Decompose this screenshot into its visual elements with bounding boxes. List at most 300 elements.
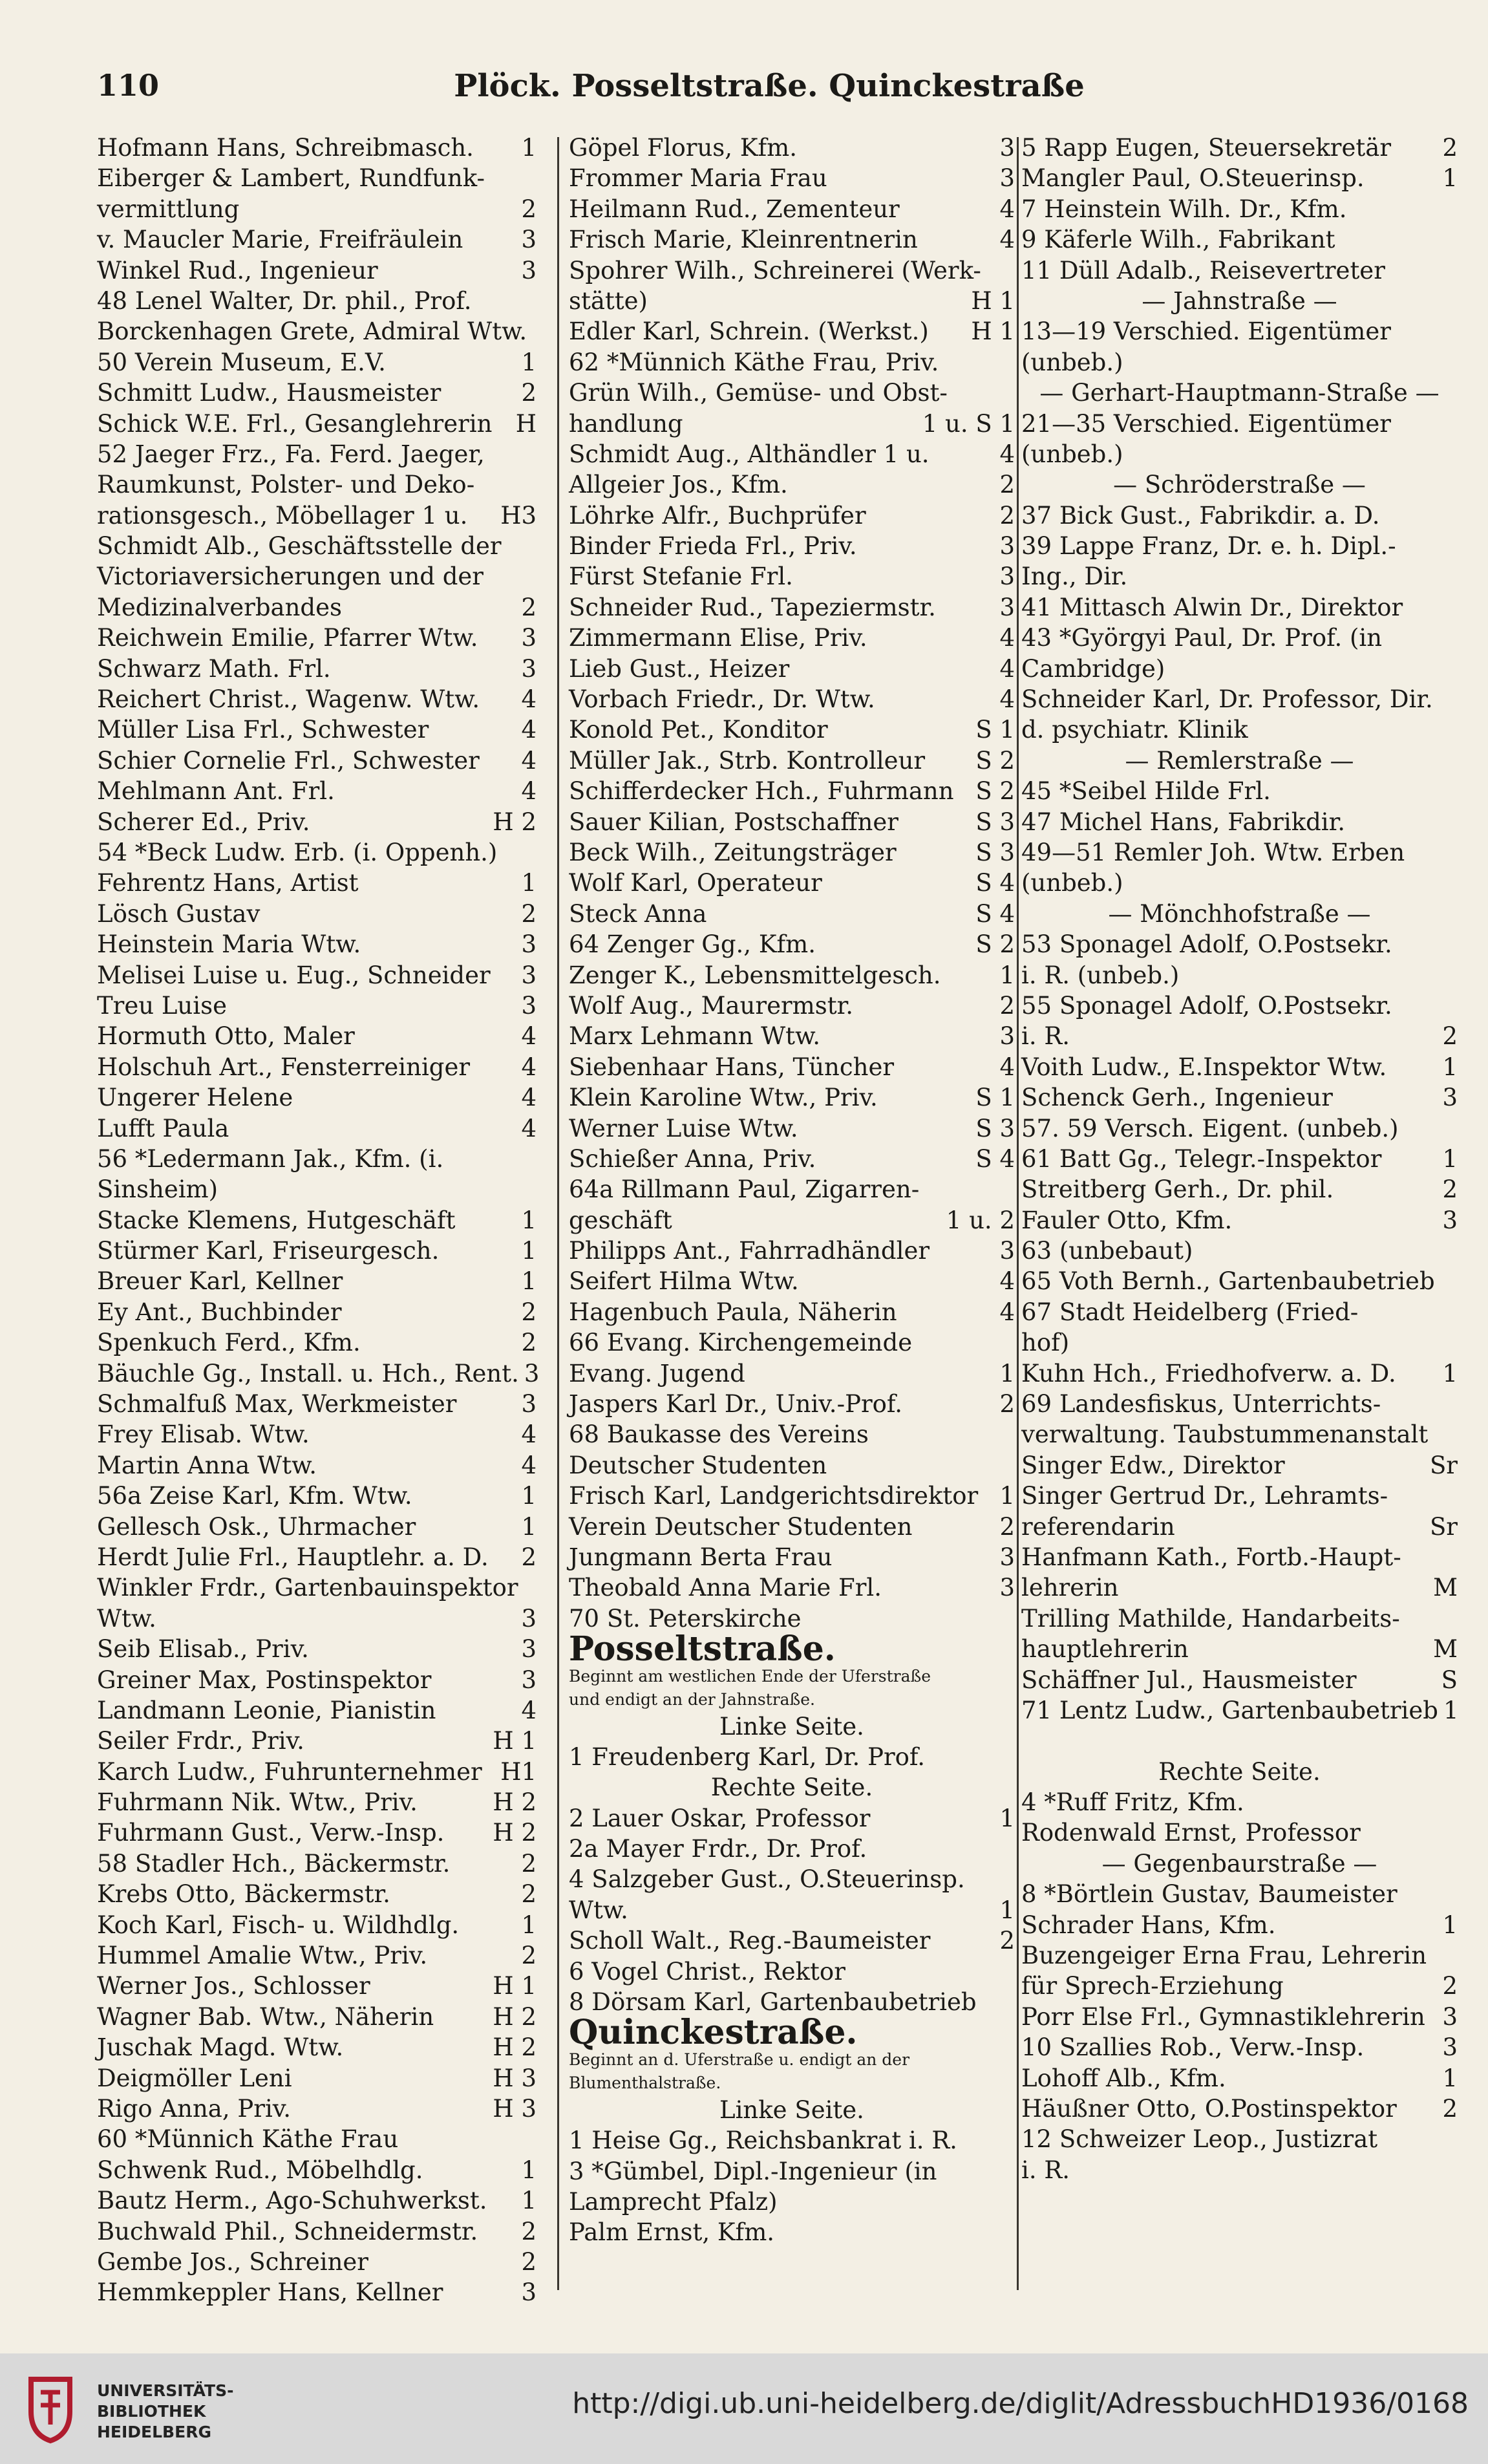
floor-marker: 3 [999, 1543, 1015, 1571]
floor-marker: H 2 [493, 1819, 537, 1847]
entry-text: i. R. [1021, 1022, 1070, 1051]
street-description [569, 2072, 1015, 2095]
entry-text: 1 Freudenberg Karl, Dr. Prof. [569, 1742, 926, 1771]
entry-text: 70 St. Peterskirche [569, 1604, 802, 1633]
directory-entry [1021, 960, 1458, 991]
entry-text: Verein Deutscher Studenten [569, 1512, 913, 1541]
entry-text: Häußner Otto, O.Postinspektor [1021, 2095, 1397, 2123]
directory-entry [97, 163, 537, 193]
floor-marker: H 3 [493, 2064, 537, 2092]
entry-text: Reichwein Emilie, Pfarrer Wtw. [97, 624, 478, 652]
entry-text: 71 Lentz Ludw., Gartenbaubetrieb [1021, 1696, 1438, 1724]
floor-marker: 2 [521, 379, 537, 407]
column-3 [1021, 133, 1458, 2289]
entry-text: — Remlerstraße — [1125, 746, 1354, 775]
directory-entry [569, 286, 1015, 316]
entry-text: 8 *Börtlein Gustav, Baumeister [1021, 1880, 1398, 1909]
entry-text: Schenck Gerh., Ingenieur [1021, 1084, 1333, 1112]
directory-entry [1021, 163, 1458, 193]
entry-text: Schmidt Aug., Althändler 1 u. [569, 440, 930, 468]
floor-marker: S 3 [975, 1114, 1015, 1142]
entry-text: Buchwald Phil., Schneidermstr. [97, 2217, 478, 2245]
directory-entry [569, 1082, 1015, 1113]
directory-entry [97, 1113, 537, 1144]
directory-entry [97, 1389, 537, 1419]
entry-text: 69 Landesfiskus, Unterrichts- [1021, 1390, 1381, 1419]
floor-marker: S 2 [975, 777, 1015, 806]
directory-entry [1021, 2094, 1458, 2124]
entry-text: referendarin [1021, 1512, 1175, 1541]
directory-entry [97, 347, 537, 378]
floor-marker: H 1 [493, 1727, 537, 1755]
floor-marker: H 1 [493, 1972, 537, 2000]
floor-marker: 2 [1442, 1175, 1458, 1204]
floor-marker: 3 [999, 164, 1015, 193]
directory-entry [97, 1910, 537, 1940]
directory-entry [569, 745, 1015, 776]
directory-entry [569, 531, 1015, 561]
directory-entry [569, 1895, 1015, 1925]
entry-text: Seifert Hilma Wtw. [569, 1267, 799, 1296]
directory-entry [569, 469, 1015, 500]
entry-text: Allgeier Jos., Kfm. [569, 471, 788, 499]
floor-marker: 4 [999, 1267, 1015, 1296]
entry-text: 13—19 Verschied. Eigentümer [1021, 317, 1391, 346]
floor-marker: 2 [521, 2247, 537, 2276]
floor-marker: 4 [999, 195, 1015, 223]
entry-text: Seib Elisab., Priv. [97, 1635, 309, 1664]
directory-entry [97, 531, 537, 561]
directory-entry [97, 1266, 537, 1296]
floor-marker: 2 [1442, 2095, 1458, 2123]
floor-marker: H 2 [493, 2033, 537, 2062]
entry-text: 64a Rillmann Paul, Zigarren- [569, 1175, 920, 1204]
directory-entry [97, 1327, 537, 1358]
entry-text: Spohrer Wilh., Schreinerei (Werk- [569, 256, 981, 284]
directory-entry [1021, 224, 1458, 255]
floor-marker: 4 [999, 440, 1015, 468]
directory-entry [1021, 1266, 1458, 1296]
directory-entry [97, 837, 537, 868]
directory-entry [97, 255, 537, 286]
floor-marker: 4 [999, 624, 1015, 652]
directory-entry [97, 1817, 537, 1848]
entry-text: 21—35 Verschied. Eigentümer [1021, 409, 1391, 438]
floor-marker: 2 [999, 1927, 1015, 1955]
directory-entry [569, 163, 1015, 193]
floor-marker: 1 [1442, 1144, 1458, 1173]
floor-marker: H [515, 409, 537, 438]
directory-entry [1021, 1236, 1458, 1266]
entry-text: — Jahnstraße — [1142, 286, 1337, 315]
directory-entry [1021, 409, 1458, 439]
directory-entry [569, 2156, 1015, 2187]
floor-marker: 2 [999, 501, 1015, 530]
entry-text: Fuhrmann Nik. Wtw., Priv. [97, 1788, 418, 1817]
entry-text: Heilmann Rud., Zementeur [569, 195, 900, 223]
entry-text: i. R. [1021, 2156, 1070, 2184]
floor-marker: 3 [521, 226, 537, 254]
entry-text: Frey Elisab. Wtw. [97, 1420, 310, 1449]
street-description [569, 1665, 1015, 1688]
directory-entry [97, 1205, 537, 1236]
floor-marker: 1 [521, 1267, 537, 1296]
floor-marker: 3 [999, 1022, 1015, 1051]
entry-text: Konold Pet., Konditor [569, 716, 828, 744]
directory-entry [1021, 1327, 1458, 1358]
floor-marker: M [1433, 1635, 1458, 1664]
entry-text: Lösch Gustav [97, 899, 260, 928]
entry-text: Frisch Marie, Kleinrentnerin [569, 226, 918, 254]
entry-text: Medizinalverbandes [97, 593, 342, 621]
section-label [1021, 899, 1458, 929]
entry-text: Voith Ludw., E.Inspektor Wtw. [1021, 1053, 1387, 1081]
directory-entry [569, 654, 1015, 684]
entry-text: Lamprecht Pfalz) [569, 2188, 778, 2216]
directory-entry [97, 1450, 537, 1481]
entry-text: — Gerhart-Hauptmann-Straße — [1039, 379, 1440, 407]
entry-text: i. R. (unbeb.) [1021, 961, 1180, 989]
floor-marker: 4 [521, 685, 537, 714]
entry-text: 67 Stadt Heidelberg (Fried- [1021, 1298, 1359, 1326]
entry-text: 64 Zenger Gg., Kfm. [569, 930, 816, 959]
directory-entry [1021, 500, 1458, 531]
entry-text: 66 Evang. Kirchengemeinde [569, 1329, 913, 1357]
entry-text: Winkel Rud., Ingenieur [97, 256, 378, 284]
floor-marker: 1 [521, 1482, 537, 1510]
directory-entry [1021, 623, 1458, 653]
floor-marker: 1 [521, 1237, 537, 1265]
floor-marker: 1 [521, 1512, 537, 1541]
directory-entry [569, 194, 1015, 224]
floor-marker: H3 [500, 501, 537, 530]
entry-text: Schwarz Math. Frl. [97, 654, 331, 683]
entry-text: Rechte Seite. [1158, 1757, 1321, 1786]
entry-text: Martin Anna Wtw. [97, 1451, 317, 1479]
entry-text: Göpel Florus, Kfm. [569, 134, 797, 162]
entry-text: Bautz Herm., Ago-Schuhwerkst. [97, 2187, 487, 2215]
entry-text: Bäuchle Gg., Install. u. Hch., Rent. [97, 1359, 519, 1387]
entry-text: Schneider Rud., Tapeziermstr. [569, 593, 936, 621]
directory-entry [569, 899, 1015, 929]
directory-entry [1021, 1603, 1458, 1634]
directory-entry [1021, 1542, 1458, 1572]
entry-text: Zenger K., Lebensmittelgesch. [569, 961, 941, 989]
library-name-line: BIBLIOTHEK [97, 2402, 206, 2421]
floor-marker: S 4 [975, 869, 1015, 897]
entry-text: Vorbach Friedr., Dr. Wtw. [569, 685, 875, 714]
directory-entry [1021, 2063, 1458, 2094]
entry-text: Beginnt an d. Uferstraße u. endigt an der [569, 2050, 910, 2069]
directory-entry [569, 868, 1015, 898]
directory-entry [97, 1419, 537, 1450]
directory-entry [569, 1572, 1015, 1603]
directory-entry [569, 991, 1015, 1021]
directory-entry [97, 2277, 537, 2308]
directory-entry [97, 776, 537, 806]
entry-text: 7 Heinstein Wilh. Dr., Kfm. [1021, 195, 1347, 223]
directory-entry [569, 837, 1015, 868]
directory-entry [1021, 194, 1458, 224]
entry-text: Reichert Christ., Wagenw. Wtw. [97, 685, 480, 714]
entry-text: (unbeb.) [1021, 348, 1123, 376]
directory-entry [97, 714, 537, 745]
entry-text: 39 Lappe Franz, Dr. e. h. Dipl.- [1021, 532, 1396, 561]
directory-entry [97, 1144, 537, 1174]
entry-text: Wolf Karl, Operateur [569, 869, 822, 897]
directory-entry [1021, 1695, 1458, 1726]
directory-entry [569, 316, 1015, 347]
floor-marker: H 2 [493, 808, 537, 836]
directory-entry [1021, 991, 1458, 1021]
entry-text: Ungerer Helene [97, 1084, 293, 1112]
entry-text: (unbeb.) [1021, 440, 1123, 468]
entry-text: Streitberg Gerh., Dr. phil. [1021, 1175, 1334, 1204]
floor-marker: H1 [500, 1757, 537, 1786]
floor-marker: 4 [521, 1696, 537, 1724]
directory-entry [97, 1603, 537, 1634]
street-description [569, 2048, 1015, 2072]
entry-text: Singer Edw., Direktor [1021, 1451, 1285, 1479]
entry-text: 53 Sponagel Adolf, O.Postsekr. [1021, 930, 1392, 959]
directory-entry [1021, 1113, 1458, 1144]
directory-entry [1021, 592, 1458, 623]
entry-text: Krebs Otto, Bäckermstr. [97, 1880, 390, 1909]
column-1 [97, 133, 540, 2307]
directory-entry [97, 316, 537, 347]
directory-entry [1021, 1940, 1458, 1971]
entry-text: Wtw. [97, 1604, 156, 1633]
floor-marker: 1 [999, 1896, 1015, 1924]
directory-entry [1021, 868, 1458, 898]
entry-text: 58 Stadler Hch., Bäckermstr. [97, 1849, 451, 1878]
floor-marker: 2 [521, 1880, 537, 1909]
entry-text: 50 Verein Museum, E.V. [97, 348, 386, 376]
directory-entry [569, 1297, 1015, 1327]
entry-text: Linke Seite. [719, 1712, 864, 1741]
entry-text: 43 *Györgyi Paul, Dr. Prof. (in [1021, 624, 1383, 652]
entry-text: Wagner Bab. Wtw., Näherin [97, 2002, 434, 2031]
entry-text: und endigt an der Jahnstraße. [569, 1689, 815, 1709]
directory-entry [1021, 1572, 1458, 1603]
floor-marker: H 1 [971, 317, 1015, 346]
directory-entry [1021, 133, 1458, 163]
footer-bar [0, 2353, 1488, 2464]
entry-text: Palm Ernst, Kfm. [569, 2218, 775, 2247]
entry-text: 54 *Beck Ludw. Erb. (i. Oppenh.) [97, 838, 498, 866]
directory-entry [97, 286, 537, 316]
directory-entry [569, 807, 1015, 837]
entry-text: Beck Wilh., Zeitungsträger [569, 838, 897, 866]
directory-entry [569, 1205, 1015, 1236]
directory-entry [1021, 1358, 1458, 1389]
directory-entry [1021, 1419, 1458, 1450]
floor-marker: 1 [521, 1206, 537, 1234]
floor-marker: 4 [999, 1053, 1015, 1081]
entry-text: Wtw. [569, 1896, 628, 1924]
entry-text: Fauler Otto, Kfm. [1021, 1206, 1233, 1234]
floor-marker: 1 [521, 869, 537, 897]
directory-entry [97, 1236, 537, 1266]
directory-entry [97, 2185, 537, 2216]
directory-entry [97, 1634, 537, 1664]
directory-entry [97, 2124, 537, 2154]
directory-entry [569, 2125, 1015, 2156]
source-url-link[interactable]: http://digi.ub.uni-heidelberg.de/diglit/AdressbuchHD1936/0168 [572, 2387, 1469, 2420]
directory-entry [97, 1297, 537, 1327]
entry-text: Porr Else Frl., Gymnastiklehrerin [1021, 2002, 1425, 2031]
floor-marker: 2 [521, 1543, 537, 1571]
floor-marker: 2 [999, 991, 1015, 1020]
directory-entry [569, 409, 1015, 439]
floor-marker: 2 [1442, 1022, 1458, 1051]
directory-entry [1021, 1389, 1458, 1419]
directory-entry [1021, 255, 1458, 286]
entry-text: 56 *Ledermann Jak., Kfm. (i. [97, 1144, 444, 1173]
directory-entry [97, 561, 537, 592]
directory-entry [97, 1174, 537, 1205]
entry-text: Scholl Walt., Reg.-Baumeister [569, 1927, 931, 1955]
directory-entry [1021, 654, 1458, 684]
floor-marker: 3 [999, 593, 1015, 621]
section-label [569, 1711, 1015, 1742]
directory-entry [569, 1389, 1015, 1419]
section-label [569, 1772, 1015, 1803]
entry-text: Fürst Stefanie Frl. [569, 562, 793, 591]
entry-text: Grün Wilh., Gemüse- und Obst- [569, 379, 948, 407]
directory-entry [97, 1787, 537, 1817]
directory-entry [569, 1021, 1015, 1051]
library-name [97, 2381, 233, 2443]
entry-text: Eiberger & Lambert, Rundfunk- [97, 164, 485, 193]
directory-entry [97, 1358, 540, 1389]
entry-text: 9 Käferle Wilh., Fabrikant [1021, 226, 1335, 254]
entry-text: vermittlung [97, 195, 240, 223]
directory-entry [97, 2032, 537, 2062]
entry-text: Klein Karoline Wtw., Priv. [569, 1084, 878, 1112]
floor-marker: S 1 [975, 716, 1015, 744]
floor-marker: H 2 [493, 1788, 537, 1817]
directory-entry [97, 899, 537, 929]
floor-marker: 2 [521, 195, 537, 223]
directory-entry [97, 592, 537, 623]
entry-text: Siebenhaar Hans, Tüncher [569, 1053, 895, 1081]
floor-marker: 2 [1442, 1972, 1458, 2000]
directory-entry [569, 1236, 1015, 1266]
entry-text: Landmann Leonie, Pianistin [97, 1696, 436, 1724]
directory-entry [97, 1665, 537, 1695]
floor-marker: 1 [521, 1911, 537, 1939]
directory-entry [569, 929, 1015, 959]
directory-entry [97, 1971, 537, 2001]
entry-text: 37 Bick Gust., Fabrikdir. a. D. [1021, 501, 1380, 530]
entry-text: hof) [1021, 1329, 1070, 1357]
directory-entry [1021, 1297, 1458, 1327]
entry-text: — Schröderstraße — [1113, 471, 1366, 499]
floor-marker: 3 [521, 654, 537, 683]
entry-text: Fehrentz Hans, Artist [97, 869, 359, 897]
entry-text: 41 Mittasch Alwin Dr., Direktor [1021, 593, 1403, 621]
floor-marker: 4 [999, 654, 1015, 683]
page-header [97, 68, 1441, 120]
entry-text: Binder Frieda Frl., Priv. [569, 532, 857, 561]
entry-text: Löhrke Alfr., Buchprüfer [569, 501, 866, 530]
entry-text: 2a Mayer Frdr., Dr. Prof. [569, 1835, 867, 1863]
entry-text: Mangler Paul, O.Steuerinsp. [1021, 164, 1365, 193]
directory-entry [569, 2187, 1015, 2217]
floor-marker: S 2 [975, 746, 1015, 775]
entry-text: Hanfmann Kath., Fortb.-Haupt- [1021, 1543, 1401, 1571]
floor-marker: 3 [521, 256, 537, 284]
entry-text: Ey Ant., Buchbinder [97, 1298, 342, 1326]
floor-marker: 1 u. 2 [946, 1206, 1015, 1234]
floor-marker: 3 [521, 1635, 537, 1664]
floor-marker: 4 [521, 1114, 537, 1142]
directory-entry [97, 1542, 537, 1572]
entry-text: handlung [569, 409, 683, 438]
directory-entry [97, 991, 537, 1021]
floor-marker: 3 [1442, 2002, 1458, 2031]
directory-entry [1021, 2124, 1458, 2154]
floor-marker: 2 [1442, 134, 1458, 162]
floor-marker: 4 [521, 716, 537, 744]
directory-entry [1021, 929, 1458, 959]
floor-marker: S 3 [975, 808, 1015, 836]
directory-entry [97, 439, 537, 469]
floor-marker: 3 [999, 1574, 1015, 1602]
entry-text: Quinckestraße. [569, 2013, 858, 2053]
entry-text: 8 Dörsam Karl, Gartenbaubetrieb [569, 1988, 977, 2017]
directory-entry [97, 2216, 537, 2247]
entry-text: Jaspers Karl Dr., Univ.-Prof. [569, 1390, 903, 1419]
entry-text: Schäffner Jul., Hausmeister [1021, 1666, 1357, 1694]
directory-entry [1021, 1817, 1458, 1848]
directory-entry [97, 807, 537, 837]
entry-text: Schwenk Rud., Möbelhdlg. [97, 2156, 423, 2184]
floor-marker: 3 [521, 991, 537, 1020]
street-heading [569, 2013, 1015, 2053]
entry-text: Breuer Karl, Kellner [97, 1267, 343, 1296]
entry-text: Hormuth Otto, Maler [97, 1022, 355, 1051]
directory-entry [1021, 1052, 1458, 1082]
floor-marker: 2 [521, 593, 537, 621]
entry-text: Werner Jos., Schlosser [97, 1972, 370, 2000]
entry-text: Deutscher Studenten [569, 1451, 827, 1479]
entry-text: Sinsheim) [97, 1175, 218, 1204]
directory-entry [569, 224, 1015, 255]
directory-entry [569, 1925, 1015, 1956]
directory-entry [97, 2155, 537, 2185]
directory-entry [1021, 684, 1458, 714]
entry-text: Ing., Dir. [1021, 562, 1128, 591]
entry-text: 11 Düll Adalb., Reisevertreter [1021, 256, 1385, 284]
entry-text: Holschuh Art., Fensterreiniger [97, 1053, 471, 1081]
entry-text: Victoriaversicherungen und der [97, 562, 484, 591]
entry-text: Greiner Max, Postinspektor [97, 1666, 432, 1694]
entry-text: Mehlmann Ant. Frl. [97, 777, 335, 806]
floor-marker: 4 [521, 1022, 537, 1051]
floor-marker: 3 [521, 1666, 537, 1694]
directory-entry [1021, 1481, 1458, 1511]
floor-marker: H 3 [493, 2095, 537, 2123]
directory-entry [97, 1940, 537, 1971]
directory-entry [569, 1113, 1015, 1144]
entry-text: Juschak Magd. Wtw. [97, 2033, 344, 2062]
floor-marker: 4 [999, 226, 1015, 254]
library-logo-icon [18, 2373, 83, 2444]
floor-marker: 1 [521, 134, 537, 162]
floor-marker: M [1433, 1574, 1458, 1602]
